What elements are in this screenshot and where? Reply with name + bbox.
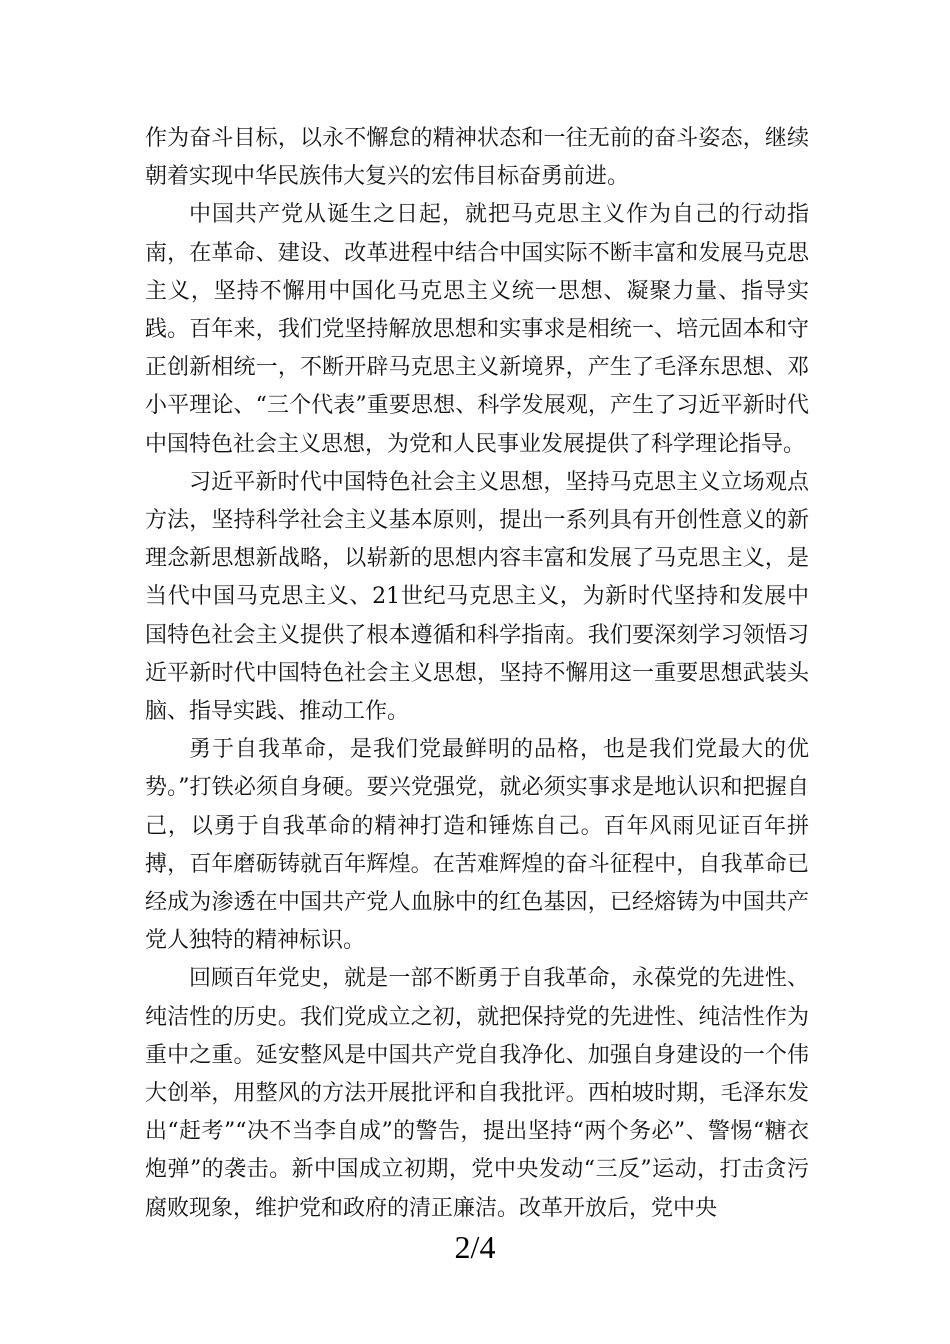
page-number: 2/4 bbox=[454, 1229, 496, 1265]
paragraph-1: 作为奋斗目标，以永不懈怠的精神状态和一往无前的奋斗姿态，继续朝着实现中华民族伟大复兴的宏伟目标奋勇前进。 bbox=[145, 126, 809, 190]
paragraph-2: 中国共产党从诞生之日起，就把马克思主义作为自己的行动指南，在革命、建设、改革进程中结合中国实际不断丰富和发展马克思主义，坚持不懈用中国化马克思主义统一思想、凝聚力量、指导实践。百年来，我们党坚持解放思想和实事求是相统一、培元固本和守正创新相统一，不断开辟马克思主义新境界，产生了毛泽东思想、邓小平理论、“三个代表”重要思想、科学发展观，产生了习近平新时代中国特色社会主义思想，为党和人民事业发展提供了科学理论指导。 bbox=[145, 202, 809, 457]
paragraph-5: 回顾百年党史，就是一部不断勇于自我革命，永葆党的先进性、纯洁性的历史。我们党成立之初，就把保持党的先进性、纯洁性作为重中之重。延安整风是中国共产党自我净化、加强自身建设的一个伟大创举，用整风的方法开展批评和自我批评。西柏坡时期，毛泽东发出“赶考”“决不当李自成”的警告，提出坚持“两个务必”、警惕“糖衣炮弹”的袭击。新中国成立初期，党中央发动“三反”运动，打击贪污腐败现象，维护党和政府的清正廉洁。改革开放后，党中央 bbox=[145, 966, 809, 1221]
body-text bbox=[145, 120, 809, 1228]
paragraph-3: 习近平新时代中国特色社会主义思想，坚持马克思主义立场观点方法，坚持科学社会主义基本原则，提出一系列具有开创性意义的新理念新思想新战略，以崭新的思想内容丰富和发展了马克思主义，是当代中国马克思主义、21世纪马克思主义，为新时代坚持和发展中国特色社会主义提供了根本遵循和科学指南。我们要深刻学习领悟习近平新时代中国特色社会主义思想，坚持不懈用这一重要思想武装头脑、指导实践、推动工作。 bbox=[145, 469, 809, 725]
paragraph-4: 勇于自我革命，是我们党最鲜明的品格，也是我们党最大的优势。”打铁必须自身硬。要兴党强党，就必须实事求是地认识和把握自己，以勇于自我革命的精神打造和锤炼自己。百年风雨见证百年拼搏，百年磨砺铸就百年辉煌。在苦难辉煌的奋斗征程中，自我革命已经成为渗透在中国共产党人血脉中的红色基因，已经熔铸为中国共产党人独特的精神标识。 bbox=[145, 737, 809, 954]
